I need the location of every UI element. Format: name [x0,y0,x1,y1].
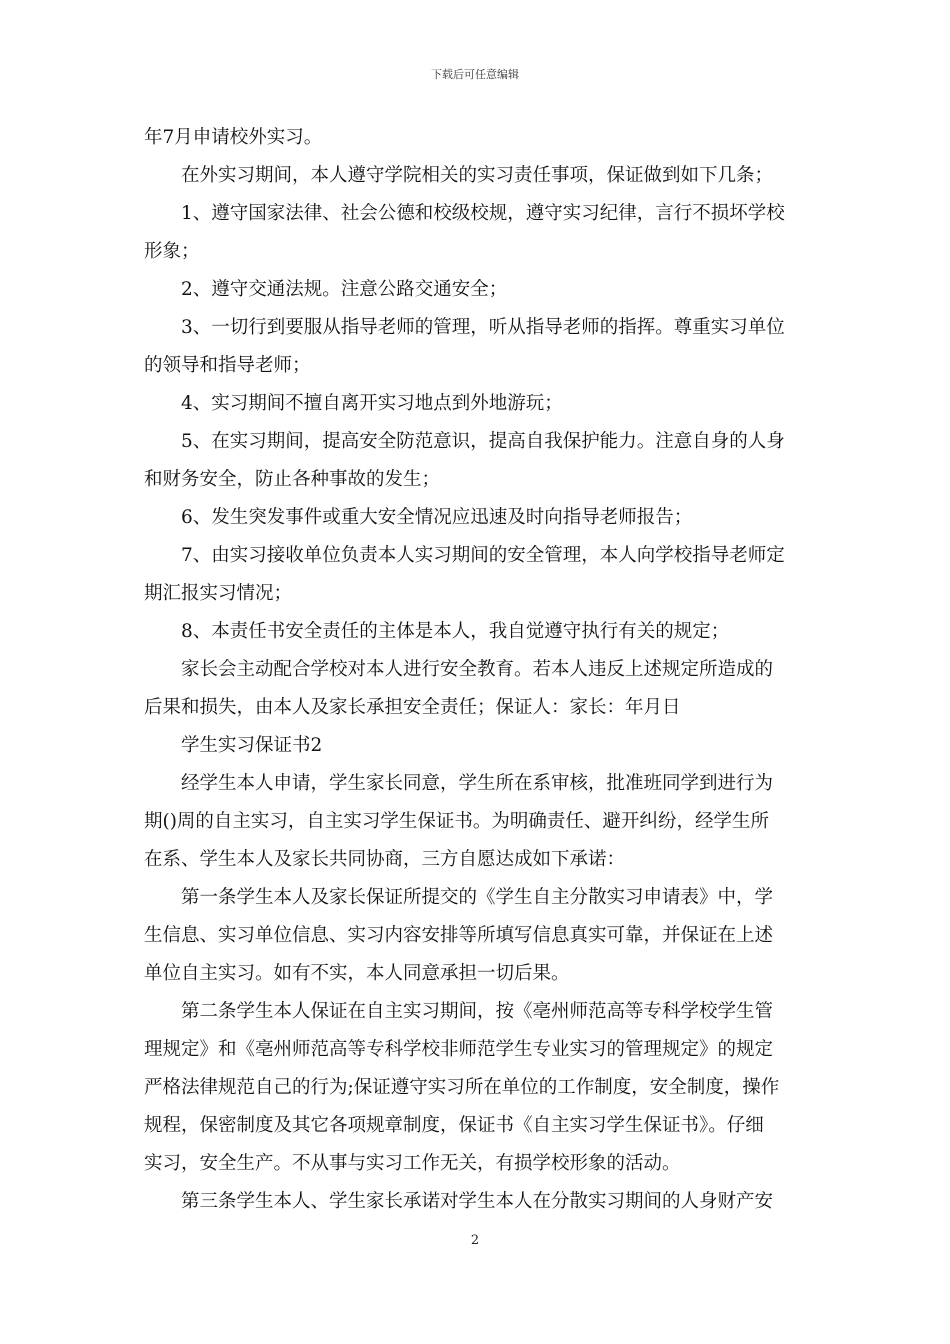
text-line: 理规定》和《亳州师范高等专科学校非师范学生专业实习的管理规定》的规定 [144,1039,774,1060]
text-line: 形象； [144,241,200,262]
text-line: 经学生本人申请，学生家长同意，学生所在系审核，批准班同学到进行为 [144,773,774,794]
text-line: 单位自主实习。如有不实，本人同意承担一切后果。 [144,963,570,984]
text-line: 生信息、实习单位信息、实习内容安排等所填写信息真实可靠，并保证在上述 [144,925,774,946]
text-line: 在外实习期间，本人遵守学院相关的实习责任事项，保证做到如下几条； [144,165,774,186]
text-line: 期汇报实习情况； [144,583,293,604]
text-line: 第二条学生本人保证在自主实习期间，按《亳州师范高等专科学校学生管 [144,1001,774,1022]
text-line: 8、本责任书安全责任的主体是本人，我自觉遵守执行有关的规定； [144,621,730,642]
text-line: 第三条学生本人、学生家长承诺对学生本人在分散实习期间的人身财产安 [144,1191,774,1212]
text-line: 和财务安全，防止各种事故的发生； [144,469,441,490]
text-line: 在系、学生本人及家长共同协商，三方自愿达成如下承诺： [144,849,626,870]
page-number: 2 [470,1233,480,1248]
text-line: 2、遵守交通法规。注意公路交通安全； [144,279,508,300]
text-line: 3、一切行到要服从指导老师的管理，听从指导老师的指挥。尊重实习单位 [144,317,785,338]
text-line: 期()周的自主实习，自主实习学生保证书。为明确责任、避开纠纷，经学生所 [144,811,769,832]
text-line: 实习，安全生产。不从事与实习工作无关，有损学校形象的活动。 [144,1153,681,1174]
text-line: 后果和损失，由本人及家长承担安全责任；保证人：家长：年月日 [144,697,681,718]
text-line: 家长会主动配合学校对本人进行安全教育。若本人违反上述规定所造成的 [144,659,774,680]
text-line: 4、实习期间不擅自离开实习地点到外地游玩； [144,393,563,414]
text-line: 5、在实习期间，提高安全防范意识，提高自我保护能力。注意自身的人身 [144,431,785,452]
header-note: 下载后可任意编辑 [431,68,519,81]
text-line: 6、发生突发事件或重大安全情况应迅速及时向指导老师报告； [144,507,693,528]
text-line: 的领导和指导老师； [144,355,311,376]
text-line: 第一条学生本人及家长保证所提交的《学生自主分散实习申请表》中，学 [144,887,774,908]
section-title: 学生实习保证书2 [144,735,323,756]
text-line: 严格法律规范自己的行为;保证遵守实习所在单位的工作制度，安全制度，操作 [144,1077,780,1098]
text-line: 7、由实习接收单位负责本人实习期间的安全管理，本人向学校指导老师定 [144,545,785,566]
text-line: 规程，保密制度及其它各项规章制度，保证书《自主实习学生保证书》。仔细 [144,1115,764,1136]
text-line: 年7月申请校外实习。 [144,127,323,148]
text-line: 1、遵守国家法律、社会公德和校级校规，遵守实习纪律，言行不损坏学校 [144,203,785,224]
